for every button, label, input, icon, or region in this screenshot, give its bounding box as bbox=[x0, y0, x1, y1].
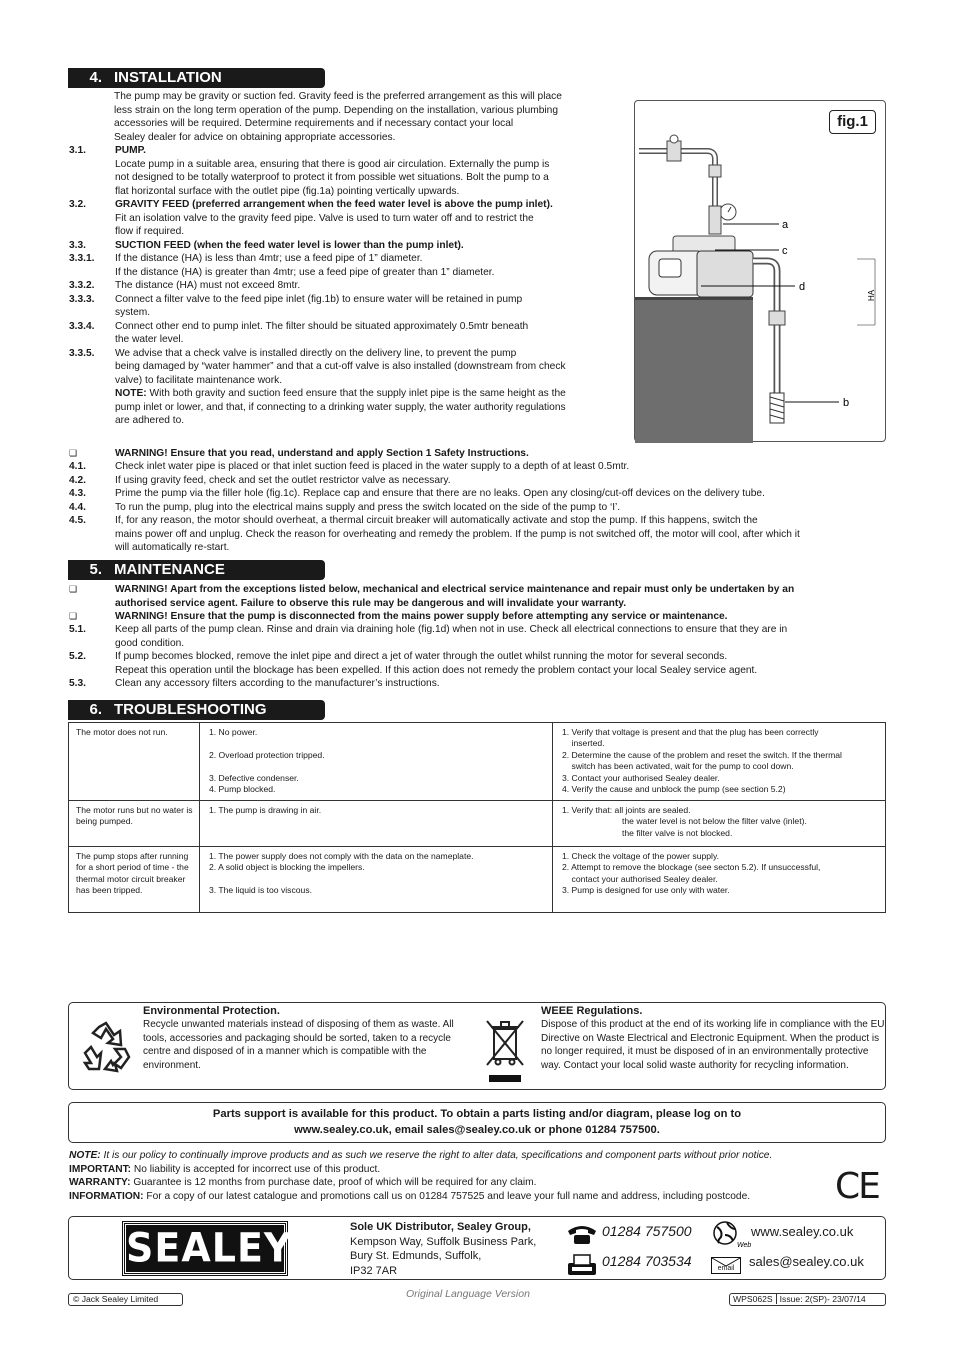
email-link[interactable]: sales@sealey.co.uk bbox=[749, 1254, 864, 1269]
step-line: system. bbox=[115, 307, 151, 318]
step-number: 3.3.3. bbox=[69, 293, 95, 305]
step-number: 3.3.5. bbox=[69, 347, 95, 359]
table-row bbox=[69, 801, 886, 847]
ce-mark-icon: CE bbox=[835, 1166, 879, 1207]
step-line: GRAVITY FEED (preferred arrangement when the feed water level is above the pump inlet). bbox=[115, 199, 553, 210]
operation-warning bbox=[69, 447, 884, 461]
label-ha: HA bbox=[867, 289, 876, 301]
label-c: c bbox=[782, 245, 788, 257]
phone-number[interactable]: 01284 757500 bbox=[602, 1223, 692, 1239]
website-link[interactable]: www.sealey.co.uk bbox=[751, 1224, 854, 1239]
section-number: 4. bbox=[89, 69, 102, 86]
logo-text: SEALEY bbox=[126, 1224, 293, 1272]
step-row bbox=[69, 514, 884, 555]
step-line: good condition. bbox=[115, 637, 185, 649]
wall-block bbox=[635, 297, 753, 443]
step-number: 4.2. bbox=[69, 474, 86, 486]
step-text bbox=[115, 514, 884, 555]
table-row bbox=[69, 847, 886, 913]
troubleshooting-table bbox=[68, 722, 886, 913]
problem-cell: The motor does not run. bbox=[69, 723, 200, 801]
step-line: If the distance (HA) is greater than 4mtr; use a feed pipe of greater than 1” diameter. bbox=[115, 266, 495, 278]
cause-line: 1. The power supply does not comply with the data on the nameplate. bbox=[209, 851, 474, 861]
step-line: the water level. bbox=[115, 334, 184, 345]
step-line: Connect other end to pump inlet. The filter should be situated approximately 0.5mtr beneath bbox=[115, 320, 529, 332]
step-row bbox=[69, 320, 629, 347]
remedy-cell bbox=[553, 801, 886, 847]
step-number: 3.3.4. bbox=[69, 320, 95, 332]
important-text: No liability is accepted for incorrect use of this product. bbox=[131, 1163, 381, 1175]
document-reference bbox=[729, 1293, 886, 1306]
cause-line: 1. No power. bbox=[209, 727, 258, 737]
intro-line: less strain on the long term operation of the pump. Depending on the installation, various plumbing bbox=[114, 104, 558, 116]
maintenance-warning-2 bbox=[69, 610, 884, 624]
step-number bbox=[69, 212, 115, 239]
warranty-text: Guarantee is 12 months from purchase date, proof of which will be required for any claim. bbox=[130, 1177, 537, 1188]
distributor-name: Sole UK Distributor, Sealey Group, bbox=[350, 1221, 531, 1233]
copyright-label: © Jack Sealey Limited bbox=[68, 1293, 183, 1306]
section-title: MAINTENANCE bbox=[114, 561, 225, 578]
cause-line bbox=[209, 738, 546, 749]
warning-text: WARNING! Ensure that you read, understand and apply Section 1 Safety Instructions. bbox=[115, 448, 529, 459]
step-line: Prime the pump via the filler hole (fig.1c). Replace cap and ensure that there are no leaks. Open any closing/cut-off devices on the delivery tube. bbox=[115, 488, 765, 499]
address-line: Bury St. Edmunds, Suffolk, bbox=[350, 1250, 482, 1262]
step-text bbox=[115, 474, 884, 488]
step-text bbox=[115, 677, 884, 691]
remedy-line: inserted. bbox=[562, 738, 605, 749]
pump-diagram bbox=[635, 101, 887, 443]
step-row bbox=[69, 252, 629, 279]
step-line: Repeat this operation until the blockage has been expelled. If this action does not remedy the problem contact your local Sealey service agent. bbox=[115, 664, 758, 676]
weee-text-block bbox=[541, 1005, 886, 1072]
email-icon bbox=[711, 1257, 741, 1274]
step-line: SUCTION FEED (when the feed water level is lower than the pump inlet). bbox=[115, 239, 464, 251]
step-text bbox=[115, 320, 629, 347]
step-text bbox=[115, 501, 884, 515]
issue-number: Issue: 2(SP)- 23/07/14 bbox=[779, 1294, 866, 1304]
recycle-icon bbox=[77, 1019, 135, 1075]
valve-icon bbox=[667, 141, 681, 161]
maintenance-warning-1 bbox=[69, 583, 884, 610]
section-number: 6. bbox=[89, 701, 102, 718]
step-line: Keep all parts of the pump clean. Rinse and drain via draining hole (fig.1d) when not in use. Check all electrical connections to ensure that they are in bbox=[115, 624, 788, 635]
step-line: mains power off and unplug. Check the reason for overheating and remedy the problem. If the pump is not switched off, the motor will cool, after which it bbox=[115, 528, 800, 540]
pump-installation-figure bbox=[634, 100, 886, 442]
step-row bbox=[69, 487, 884, 501]
note-text: With both gravity and suction feed ensure that the supply inlet pipe is the same height as the bbox=[146, 388, 566, 399]
email-icon-label: email bbox=[717, 1265, 735, 1272]
step-line: If pump becomes blocked, remove the inlet pipe and direct a jet of water through the outlet whilst running the motor for several seconds. bbox=[115, 651, 728, 662]
note-line bbox=[115, 387, 629, 401]
table-row bbox=[69, 723, 886, 801]
label-a: a bbox=[782, 219, 789, 231]
environmental-text-block bbox=[143, 1005, 463, 1072]
section-heading-maintenance bbox=[68, 560, 325, 580]
installation-intro bbox=[114, 90, 624, 144]
remedy-line: 3. Contact your authorised Sealey dealer. bbox=[562, 772, 720, 783]
weee-text: Dispose of this product at the end of its working life in compliance with the EU Directive on Waste Electrical and Electronic Equipment. When the product is no longer required, it must be disposed of in an environmentally protective way. Contact your local solid waste authority for recycling information. bbox=[541, 1019, 885, 1071]
note-text: It is our policy to continually improve products and as such we reserve the right to alter data, specifications and component parts without prior notice. bbox=[100, 1150, 773, 1161]
step-row bbox=[69, 279, 629, 293]
parts-line-1: Parts support is available for this product. To obtain a parts listing and/or diagram, please log on to bbox=[212, 1108, 742, 1120]
installation-note bbox=[115, 387, 629, 428]
important-label: IMPORTANT: bbox=[69, 1163, 132, 1175]
environmental-box bbox=[68, 1002, 886, 1090]
information-text: For a copy of our latest catalogue and promotions call us on 01284 757525 and leave your full name and address, including postcode. bbox=[143, 1190, 751, 1202]
step-row bbox=[69, 144, 629, 158]
cause-line: 1. The pump is drawing in air. bbox=[209, 805, 322, 815]
step-text bbox=[115, 293, 629, 320]
step-text bbox=[115, 198, 629, 212]
step-row bbox=[69, 474, 884, 488]
note-line: are adhered to. bbox=[115, 415, 185, 426]
note-line: pump inlet or lower, and that, if connecting to a drinking water supply, the water authority regulations bbox=[115, 401, 566, 413]
step-line: Locate pump in a suitable area, ensuring that there is good air circulation. Externally the pump is bbox=[115, 158, 550, 170]
warranty-label: WARRANTY: bbox=[69, 1177, 131, 1188]
step-number: 3.3.2. bbox=[69, 280, 95, 291]
phone-icon bbox=[566, 1223, 598, 1245]
step-line: Clean any accessory filters according to the manufacturer’s instructions. bbox=[115, 678, 440, 689]
step-text bbox=[115, 279, 629, 293]
step-text bbox=[115, 144, 629, 158]
step-line: valve) to facilitate maintenance work. bbox=[115, 374, 283, 386]
cause-line: 3. Defective condenser. bbox=[209, 772, 299, 783]
step-row bbox=[69, 664, 884, 678]
step-row bbox=[69, 623, 884, 650]
section-heading-installation bbox=[68, 68, 325, 88]
step-line: We advise that a check valve is installed directly on the delivery line, to prevent the pump bbox=[115, 347, 517, 359]
maintenance-steps bbox=[69, 623, 884, 691]
step-text bbox=[115, 347, 629, 388]
cause-line bbox=[209, 874, 546, 885]
cause-line: 2. Overload protection tripped. bbox=[209, 749, 325, 760]
step-number: 4.4. bbox=[69, 501, 86, 513]
step-line: Connect a filter valve to the feed pipe inlet (fig.1b) to ensure water will be retained in pump bbox=[115, 293, 523, 305]
step-row bbox=[69, 293, 629, 320]
problem-cell: The motor runs but no water is being pumped. bbox=[69, 801, 200, 847]
step-row bbox=[69, 501, 884, 515]
remedy-line: switch has been activated, wait for the pump to cool down. bbox=[562, 761, 794, 772]
step-text bbox=[115, 650, 884, 664]
cause-cell bbox=[200, 847, 553, 913]
step-line: not designed to be totally waterproof to protect it from possible wet situations. Bolt the pump to a bbox=[115, 172, 549, 183]
remedy-line: 4. Verify the cause and unblock the pump (see section 5.2) bbox=[562, 784, 786, 795]
step-line: Fit an isolation valve to the gravity feed pipe. Valve is used to turn water off and to restrict the bbox=[115, 212, 534, 224]
step-number: 4.3. bbox=[69, 488, 86, 499]
section-title: TROUBLESHOOTING bbox=[114, 701, 267, 718]
step-row bbox=[69, 158, 629, 199]
step-line: If the distance (HA) is less than 4mtr; use a feed pipe of 1” diameter. bbox=[115, 253, 423, 264]
remedy-line: the filter valve is not blocked. bbox=[622, 827, 733, 838]
intro-line: Sealey dealer for advice on obtaining appropriate accessories. bbox=[114, 131, 396, 143]
parts-line-2: www.sealey.co.uk, email sales@sealey.co.uk or phone 01284 757500. bbox=[294, 1123, 660, 1136]
section-title: INSTALLATION bbox=[114, 69, 222, 86]
step-text bbox=[115, 212, 629, 239]
warning-bullet-icon: ❏ bbox=[69, 448, 78, 458]
environmental-text: Recycle unwanted materials instead of disposing of them as waste. All tools, accessories and packaging should be sorted, taken to a recycle centre and disposed of in a manner which is compatible with the environment. bbox=[143, 1019, 454, 1071]
step-line: flat horizontal surface with the outlet pipe (fig.1a) pointing vertically upwards. bbox=[115, 185, 460, 197]
warning-bullet-icon: ❏ bbox=[69, 611, 78, 621]
step-number: 5.1. bbox=[69, 624, 86, 635]
step-text bbox=[115, 487, 884, 501]
figure-label: fig.1 bbox=[829, 110, 876, 134]
remedy-line: 1. Verify that: all joints are sealed. bbox=[562, 805, 691, 815]
information-label: INFORMATION: bbox=[69, 1190, 144, 1202]
step-text bbox=[115, 239, 629, 253]
warning-bullet-icon: ❏ bbox=[69, 584, 78, 594]
step-number: 3.1. bbox=[69, 145, 86, 156]
note-label: NOTE: bbox=[69, 1150, 101, 1161]
step-line: If using gravity feed, check and set the outlet restrictor valve as necessary. bbox=[115, 474, 451, 486]
step-row bbox=[69, 347, 629, 388]
label-b: b bbox=[843, 397, 850, 409]
step-line: PUMP. bbox=[115, 145, 146, 156]
installation-steps bbox=[69, 144, 629, 428]
remedy-line: the water level is not below the filter valve (inlet). bbox=[622, 816, 807, 827]
intro-line: The pump may be gravity or suction fed. Gravity feed is the preferred arrangement as this will place bbox=[114, 91, 562, 102]
operation-steps bbox=[69, 460, 884, 555]
distributor-address bbox=[350, 1220, 560, 1278]
contact-footer bbox=[68, 1216, 886, 1280]
step-number: 3.3.1. bbox=[69, 253, 95, 264]
label-d: d bbox=[799, 281, 806, 293]
step-number bbox=[69, 158, 115, 199]
web-icon-label: Web bbox=[737, 1242, 752, 1249]
step-row bbox=[69, 460, 884, 474]
doc-ref: WPS062S bbox=[733, 1294, 773, 1304]
address-line: IP32 7AR bbox=[350, 1264, 398, 1277]
step-number: 3.2. bbox=[69, 199, 86, 210]
note-label: NOTE: bbox=[115, 388, 147, 399]
cause-cell bbox=[200, 723, 553, 801]
step-text bbox=[115, 252, 629, 279]
step-row bbox=[69, 677, 884, 691]
remedy-line: 3. Pump is designed for use only with water. bbox=[562, 885, 730, 896]
legal-notes bbox=[69, 1149, 839, 1203]
remedy-line: contact your authorised Sealey dealer. bbox=[562, 873, 718, 884]
step-line: If, for any reason, the motor should overheat, a thermal circuit breaker will automatically activate and stop the pump. If this happens, switch the bbox=[115, 515, 758, 526]
step-number: 4.1. bbox=[69, 461, 86, 472]
fax-icon bbox=[566, 1253, 598, 1277]
step-number: 5.3. bbox=[69, 678, 86, 689]
problem-cell: The pump stops after running for a short period of time - the thermal motor circuit breaker has been tripped. bbox=[69, 847, 200, 913]
step-line: Check inlet water pipe is placed or that inlet suction feed is placed in the water supply to a depth of at least 0.5mtr. bbox=[115, 461, 630, 472]
sealey-logo bbox=[123, 1222, 293, 1275]
step-number: 4.5. bbox=[69, 515, 86, 526]
step-line: flow if required. bbox=[115, 226, 185, 237]
step-text bbox=[115, 623, 884, 650]
step-text bbox=[115, 460, 884, 474]
fax-number[interactable]: 01284 703534 bbox=[602, 1253, 692, 1269]
step-row bbox=[69, 198, 629, 212]
step-row bbox=[69, 650, 884, 664]
environmental-title: Environmental Protection. bbox=[143, 1005, 280, 1017]
warning-line: WARNING! Apart from the exceptions listed below, mechanical and electrical service maintenance and repair must only be undertaken by an bbox=[115, 584, 795, 595]
remedy-cell bbox=[553, 847, 886, 913]
remedy-line: 2. Attempt to remove the blockage (see secton 5.2). If unsuccessful, bbox=[562, 862, 821, 873]
remedy-line: 1. Check the voltage of the power supply. bbox=[562, 851, 720, 861]
cause-line: 3. The liquid is too viscous. bbox=[209, 885, 313, 896]
warning-line: authorised service agent. Failure to observe this rule may be dangerous and will invalidate your warranty. bbox=[115, 597, 627, 609]
parts-support-box bbox=[68, 1102, 886, 1143]
address-line: Kempson Way, Suffolk Business Park, bbox=[350, 1235, 537, 1248]
step-text bbox=[115, 664, 884, 678]
step-row bbox=[69, 239, 629, 253]
step-number: 5.2. bbox=[69, 651, 86, 662]
step-line: being damaged by “water hammer” and that a cut-off valve is also installed (downstream from check bbox=[115, 361, 566, 372]
step-number bbox=[69, 664, 115, 678]
weee-bin-icon bbox=[485, 1017, 525, 1085]
step-line: To run the pump, plug into the electrical mains supply and press the switch located on the side of the pump to ‘I’. bbox=[115, 501, 621, 513]
intro-line: accessories will be required. Determine requirements and if necessary contact your local bbox=[114, 118, 514, 129]
step-text bbox=[115, 158, 629, 199]
remedy-line: 2. Determine the cause of the problem and reset the switch. If the thermal bbox=[562, 749, 842, 760]
cause-line: 2. A solid object is blocking the impellers. bbox=[209, 862, 365, 873]
step-row bbox=[69, 212, 629, 239]
weee-title: WEEE Regulations. bbox=[541, 1005, 643, 1017]
section-number: 5. bbox=[89, 561, 102, 578]
cause-line: 4. Pump blocked. bbox=[209, 784, 276, 794]
remedy-cell bbox=[553, 723, 886, 801]
web-globe-icon bbox=[711, 1221, 752, 1249]
cause-cell bbox=[200, 801, 553, 847]
step-number: 3.3. bbox=[69, 239, 86, 251]
remedy-line: 1. Verify that voltage is present and that the plug has been correctly bbox=[562, 727, 819, 737]
step-line: The distance (HA) must not exceed 8mtr. bbox=[115, 280, 301, 291]
step-line: will automatically re-start. bbox=[115, 542, 230, 553]
section-heading-troubleshooting bbox=[68, 700, 325, 720]
cause-line bbox=[209, 761, 546, 772]
language-version: Original Language Version bbox=[406, 1288, 530, 1300]
warning-line: WARNING! Ensure that the pump is disconnected from the mains power supply before attempting any service or maintenance. bbox=[115, 611, 728, 622]
